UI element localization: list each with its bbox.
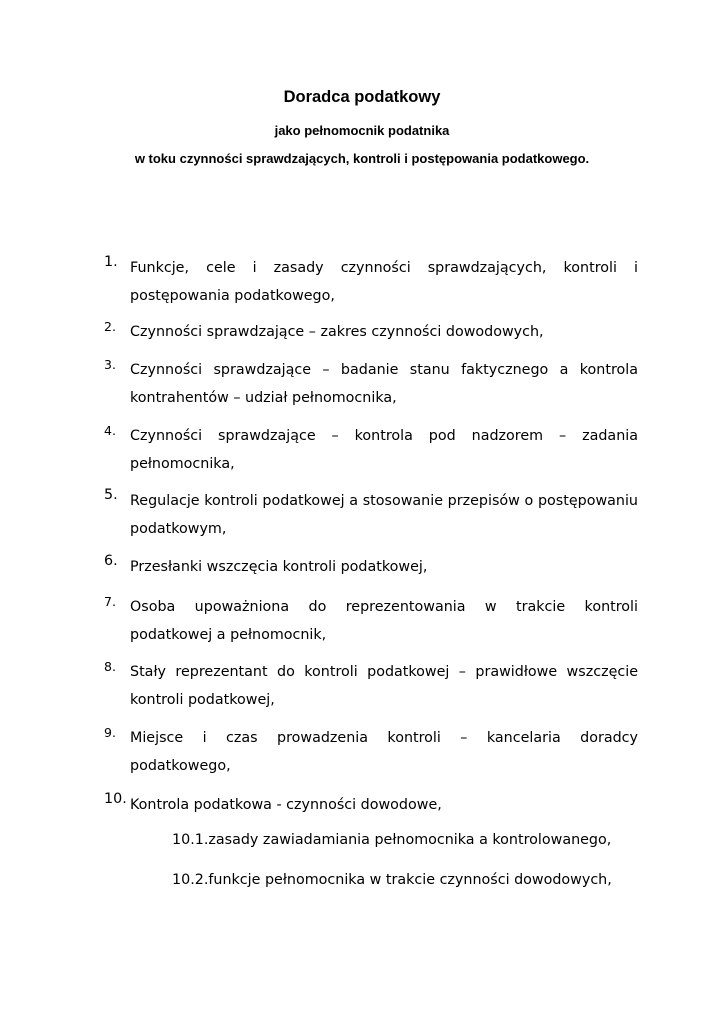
list-item-number: 9. — [104, 725, 116, 740]
list-item-line: Osoba upoważniona do reprezentowania w trakcie kontroli — [130, 599, 638, 615]
list-item — [104, 593, 638, 649]
list-item-number: 7. — [104, 594, 116, 609]
list-item-number: 5. — [104, 487, 118, 503]
list-item-line: Funkcje, cele i zasady czynności sprawdzających, kontroli i — [130, 260, 638, 276]
list-item — [104, 422, 638, 478]
list-item-line: kontroli podatkowej, — [130, 692, 275, 708]
list-item-line: Czynności sprawdzające – zakres czynności dowodowych, — [130, 324, 544, 340]
list-item-line: Kontrola podatkowa - czynności dowodowe, — [130, 797, 442, 813]
list-item — [104, 318, 638, 346]
list-item-line: kontrahentów – udział pełnomocnika, — [130, 390, 397, 406]
list-item — [104, 791, 638, 819]
list-item-line: postępowania podatkowego, — [130, 288, 335, 304]
list-item-number: 10. — [104, 791, 127, 807]
list-item-line: Miejsce i czas prowadzenia kontroli – kancelaria doradcy — [130, 730, 638, 746]
sub-list-item: 10.1.zasady zawiadamiania pełnomocnika a kontrolowanego, — [172, 832, 612, 848]
document-subtitle-2: w toku czynności sprawdzających, kontroli i postępowania podatkowego. — [134, 151, 590, 166]
list-item-line: pełnomocnika, — [130, 456, 235, 472]
list-item-number: 4. — [104, 423, 116, 438]
list-item — [104, 553, 638, 581]
list-item-line: Regulacje kontroli podatkowej a stosowanie przepisów o postępowaniu — [130, 493, 638, 509]
document-subtitle: jako pełnomocnik podatnika — [274, 123, 450, 138]
list-item — [104, 356, 638, 412]
list-item-line: podatkowego, — [130, 758, 231, 774]
list-item-number: 2. — [104, 319, 116, 334]
list-item — [104, 487, 638, 543]
list-item-number: 6. — [104, 553, 118, 569]
list-item — [104, 254, 638, 310]
list-item-number: 8. — [104, 659, 116, 674]
list-item-line: Stały reprezentant do kontroli podatkowej – prawidłowe wszczęcie — [130, 664, 638, 680]
list-item-number: 3. — [104, 357, 116, 372]
sub-list-item: 10.2.funkcje pełnomocnika w trakcie czynności dowodowych, — [172, 872, 612, 888]
list-item-line: podatkowym, — [130, 521, 227, 537]
list-item — [104, 724, 638, 780]
list-item-line: podatkowej a pełnomocnik, — [130, 627, 327, 643]
list-item-number: 1. — [104, 254, 118, 270]
list-item — [104, 658, 638, 714]
list-item-line: Czynności sprawdzające – kontrola pod nadzorem – zadania — [130, 428, 638, 444]
document-title: Doradca podatkowy — [283, 88, 441, 106]
list-item-line: Przesłanki wszczęcia kontroli podatkowej, — [130, 559, 428, 575]
list-item-line: Czynności sprawdzające – badanie stanu faktycznego a kontrola — [130, 362, 638, 378]
